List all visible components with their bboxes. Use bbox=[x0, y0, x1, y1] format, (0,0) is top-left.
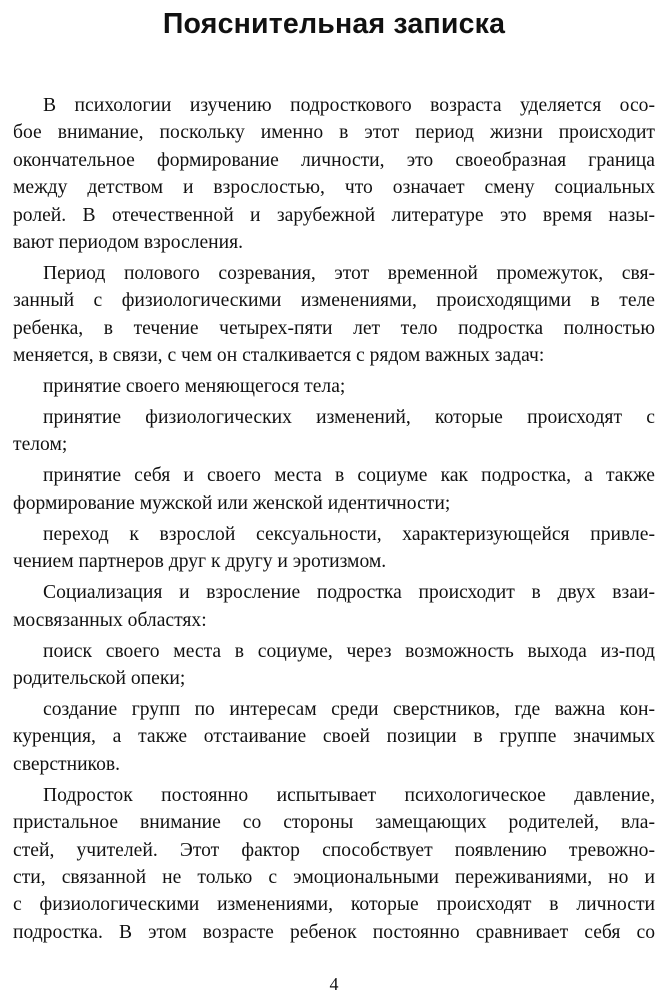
text-line: принятие физиологических изменений, которые происходят с bbox=[43, 407, 655, 429]
text-line: между детством и взрослостью, что означает смену социальных bbox=[13, 177, 655, 199]
text-line: куренция, а также отстаивание своей позиции в группе значимых bbox=[13, 726, 655, 748]
text-line: формирование мужской или женской идентичности; bbox=[13, 492, 451, 514]
text-line: принятие себя и своего места в социуме как подростка, а также bbox=[43, 465, 655, 487]
paragraph bbox=[13, 260, 655, 370]
text-line: переход к взрослой сексуальности, характеризующейся привле- bbox=[43, 523, 655, 545]
text-line: Социализация и взросление подростка происходит в двух взаи- bbox=[43, 582, 655, 604]
text-line: мосвязанных областях: bbox=[13, 609, 207, 631]
text-line: вают периодом взросления. bbox=[13, 231, 244, 253]
text-line: телом; bbox=[13, 434, 68, 456]
paragraph bbox=[13, 373, 655, 400]
text-line: ребенка, в течение четырех-пяти лет тело подростка полностью bbox=[13, 317, 655, 339]
page-title: Пояснительная записка bbox=[162, 8, 506, 40]
text-line: ролей. В отечественной и зарубежной литературе это время назы- bbox=[13, 204, 655, 226]
text-line: чением партнеров друг к другу и эротизмом. bbox=[13, 551, 387, 573]
paragraph bbox=[13, 521, 655, 576]
paragraph bbox=[13, 638, 655, 693]
text-line: принятие своего меняющегося тела; bbox=[43, 376, 346, 398]
paragraph bbox=[13, 579, 655, 634]
text-line: с физиологическими изменениями, которые происходят в личности bbox=[13, 894, 655, 916]
paragraph bbox=[13, 462, 655, 517]
paragraph bbox=[13, 782, 655, 946]
paragraph bbox=[13, 92, 655, 256]
text-line: бое внимание, поскольку именно в этот период жизни происходит bbox=[13, 122, 655, 144]
paragraph bbox=[13, 404, 655, 459]
text-line: создание групп по интересам среди сверстников, где важна кон- bbox=[43, 698, 655, 720]
text-line: подростка. В этом возрасте ребенок постоянно сравнивает себя со bbox=[13, 921, 655, 943]
text-line: Подросток постоянно испытывает психологическое давление, bbox=[43, 784, 655, 806]
text-line: окончательное формирование личности, это своеобразная граница bbox=[13, 149, 655, 171]
paragraph bbox=[13, 696, 655, 778]
text-line: сверстников. bbox=[13, 753, 121, 775]
text-line: стей, учителей. Этот фактор способствует появлению тревожно- bbox=[13, 839, 655, 861]
text-line: пристальное внимание со стороны замещающих родителей, вла- bbox=[13, 812, 655, 834]
text-line: Период полового созревания, этот временной промежуток, свя- bbox=[43, 262, 655, 284]
text-line: родительской опеки; bbox=[13, 667, 186, 689]
text-line: поиск своего места в социуме, через возможность выхода из-под bbox=[43, 640, 655, 662]
text-line: занный с физиологическими изменениями, происходящими в теле bbox=[13, 290, 655, 312]
page-number: 4 bbox=[329, 974, 339, 994]
document-body bbox=[13, 92, 655, 946]
text-line: сти, связанной не только с эмоциональными переживаниями, но и bbox=[13, 866, 655, 888]
text-line: меняется, в связи, с чем он сталкивается с рядом важных задач: bbox=[13, 345, 545, 367]
text-line: В психологии изучению подросткового возраста уделяется осо- bbox=[43, 95, 655, 116]
